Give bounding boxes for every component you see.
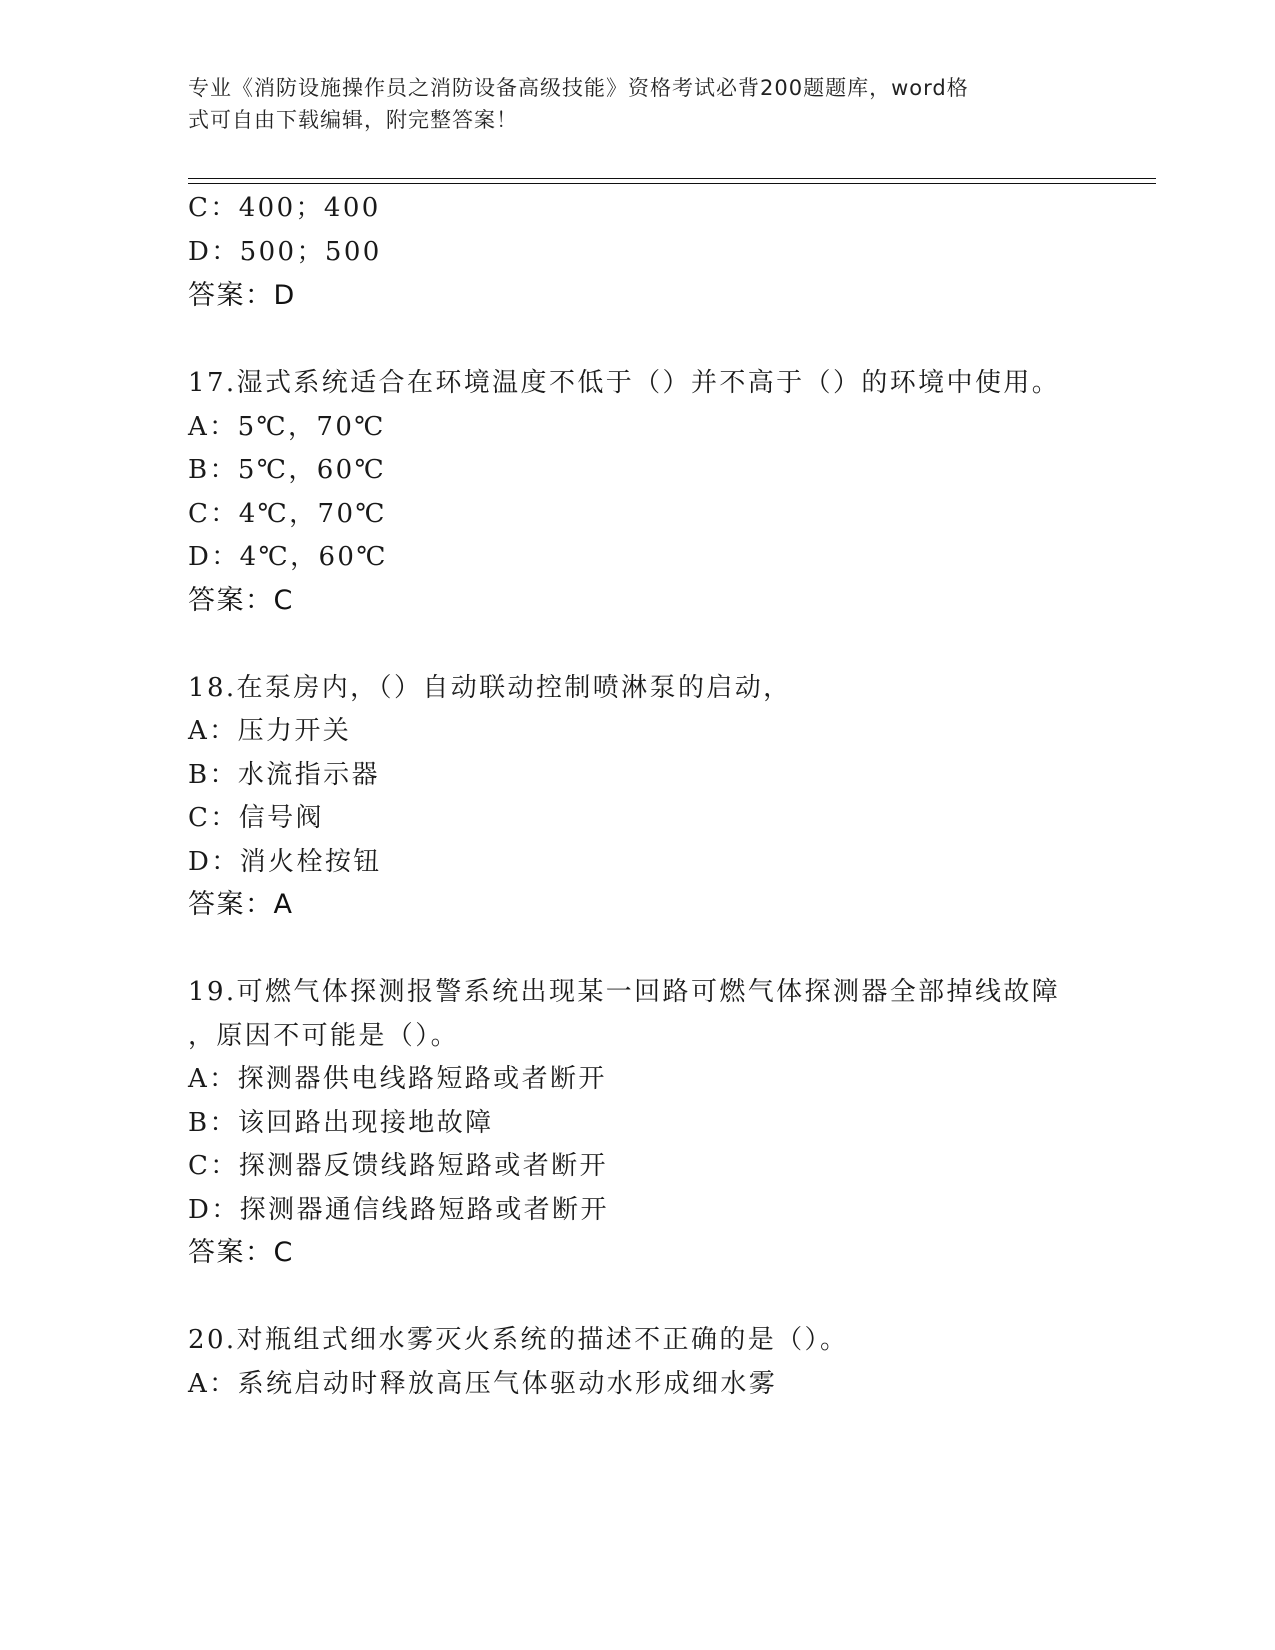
q19-question-line-2: ，原因不可能是（）。	[188, 1021, 460, 1051]
q17-option-c: C：4℃，70℃	[188, 499, 387, 529]
q18-option-c: C：信号阀	[188, 803, 324, 833]
q16-option-c: C：400；400	[188, 193, 381, 223]
q19-question-line-1: 19.可燃气体探测报警系统出现某一回路可燃气体探测器全部掉线故障	[188, 977, 1061, 1007]
q20-option-a: A：系统启动时释放高压气体驱动水形成细水雾	[188, 1369, 778, 1399]
q17-option-a: A：5℃，70℃	[188, 412, 386, 442]
q17-option-d: D：4℃，60℃	[188, 542, 388, 572]
q16-option-d: D：500；500	[188, 237, 382, 267]
q19-answer: 答案：C	[188, 1237, 294, 1268]
q19-option-b: B：该回路出现接地故障	[188, 1108, 494, 1138]
document-header	[188, 72, 1078, 136]
q17-question: 17.湿式系统适合在环境温度不低于（）并不高于（）的环境中使用。	[188, 368, 1061, 398]
header-divider-bottom	[188, 183, 1156, 184]
header-line-2: 式可自由下载编辑，附完整答案！	[188, 108, 518, 132]
header-line-1: 专业《消防设施操作员之消防设备高级技能》资格考试必背200题题库，word格	[188, 76, 969, 100]
q18-question: 18.在泵房内，（）自动联动控制喷淋泵的启动，	[188, 673, 792, 703]
q17-option-b: B：5℃，60℃	[188, 455, 387, 485]
q18-option-d: D：消火栓按钮	[188, 847, 382, 877]
q19-option-d: D：探测器通信线路短路或者断开	[188, 1195, 609, 1225]
q20-question: 20.对瓶组式细水雾灭火系统的描述不正确的是（）。	[188, 1325, 849, 1355]
q16-answer: 答案：D	[188, 280, 296, 311]
q19-option-a: A：探测器供电线路短路或者断开	[188, 1064, 607, 1094]
header-divider-top	[188, 178, 1156, 179]
q19-option-c: C：探测器反馈线路短路或者断开	[188, 1151, 608, 1181]
q18-answer: 答案：A	[188, 889, 294, 920]
q18-option-a: A：压力开关	[188, 716, 352, 746]
q18-option-b: B：水流指示器	[188, 760, 380, 790]
q17-answer: 答案：C	[188, 585, 294, 616]
